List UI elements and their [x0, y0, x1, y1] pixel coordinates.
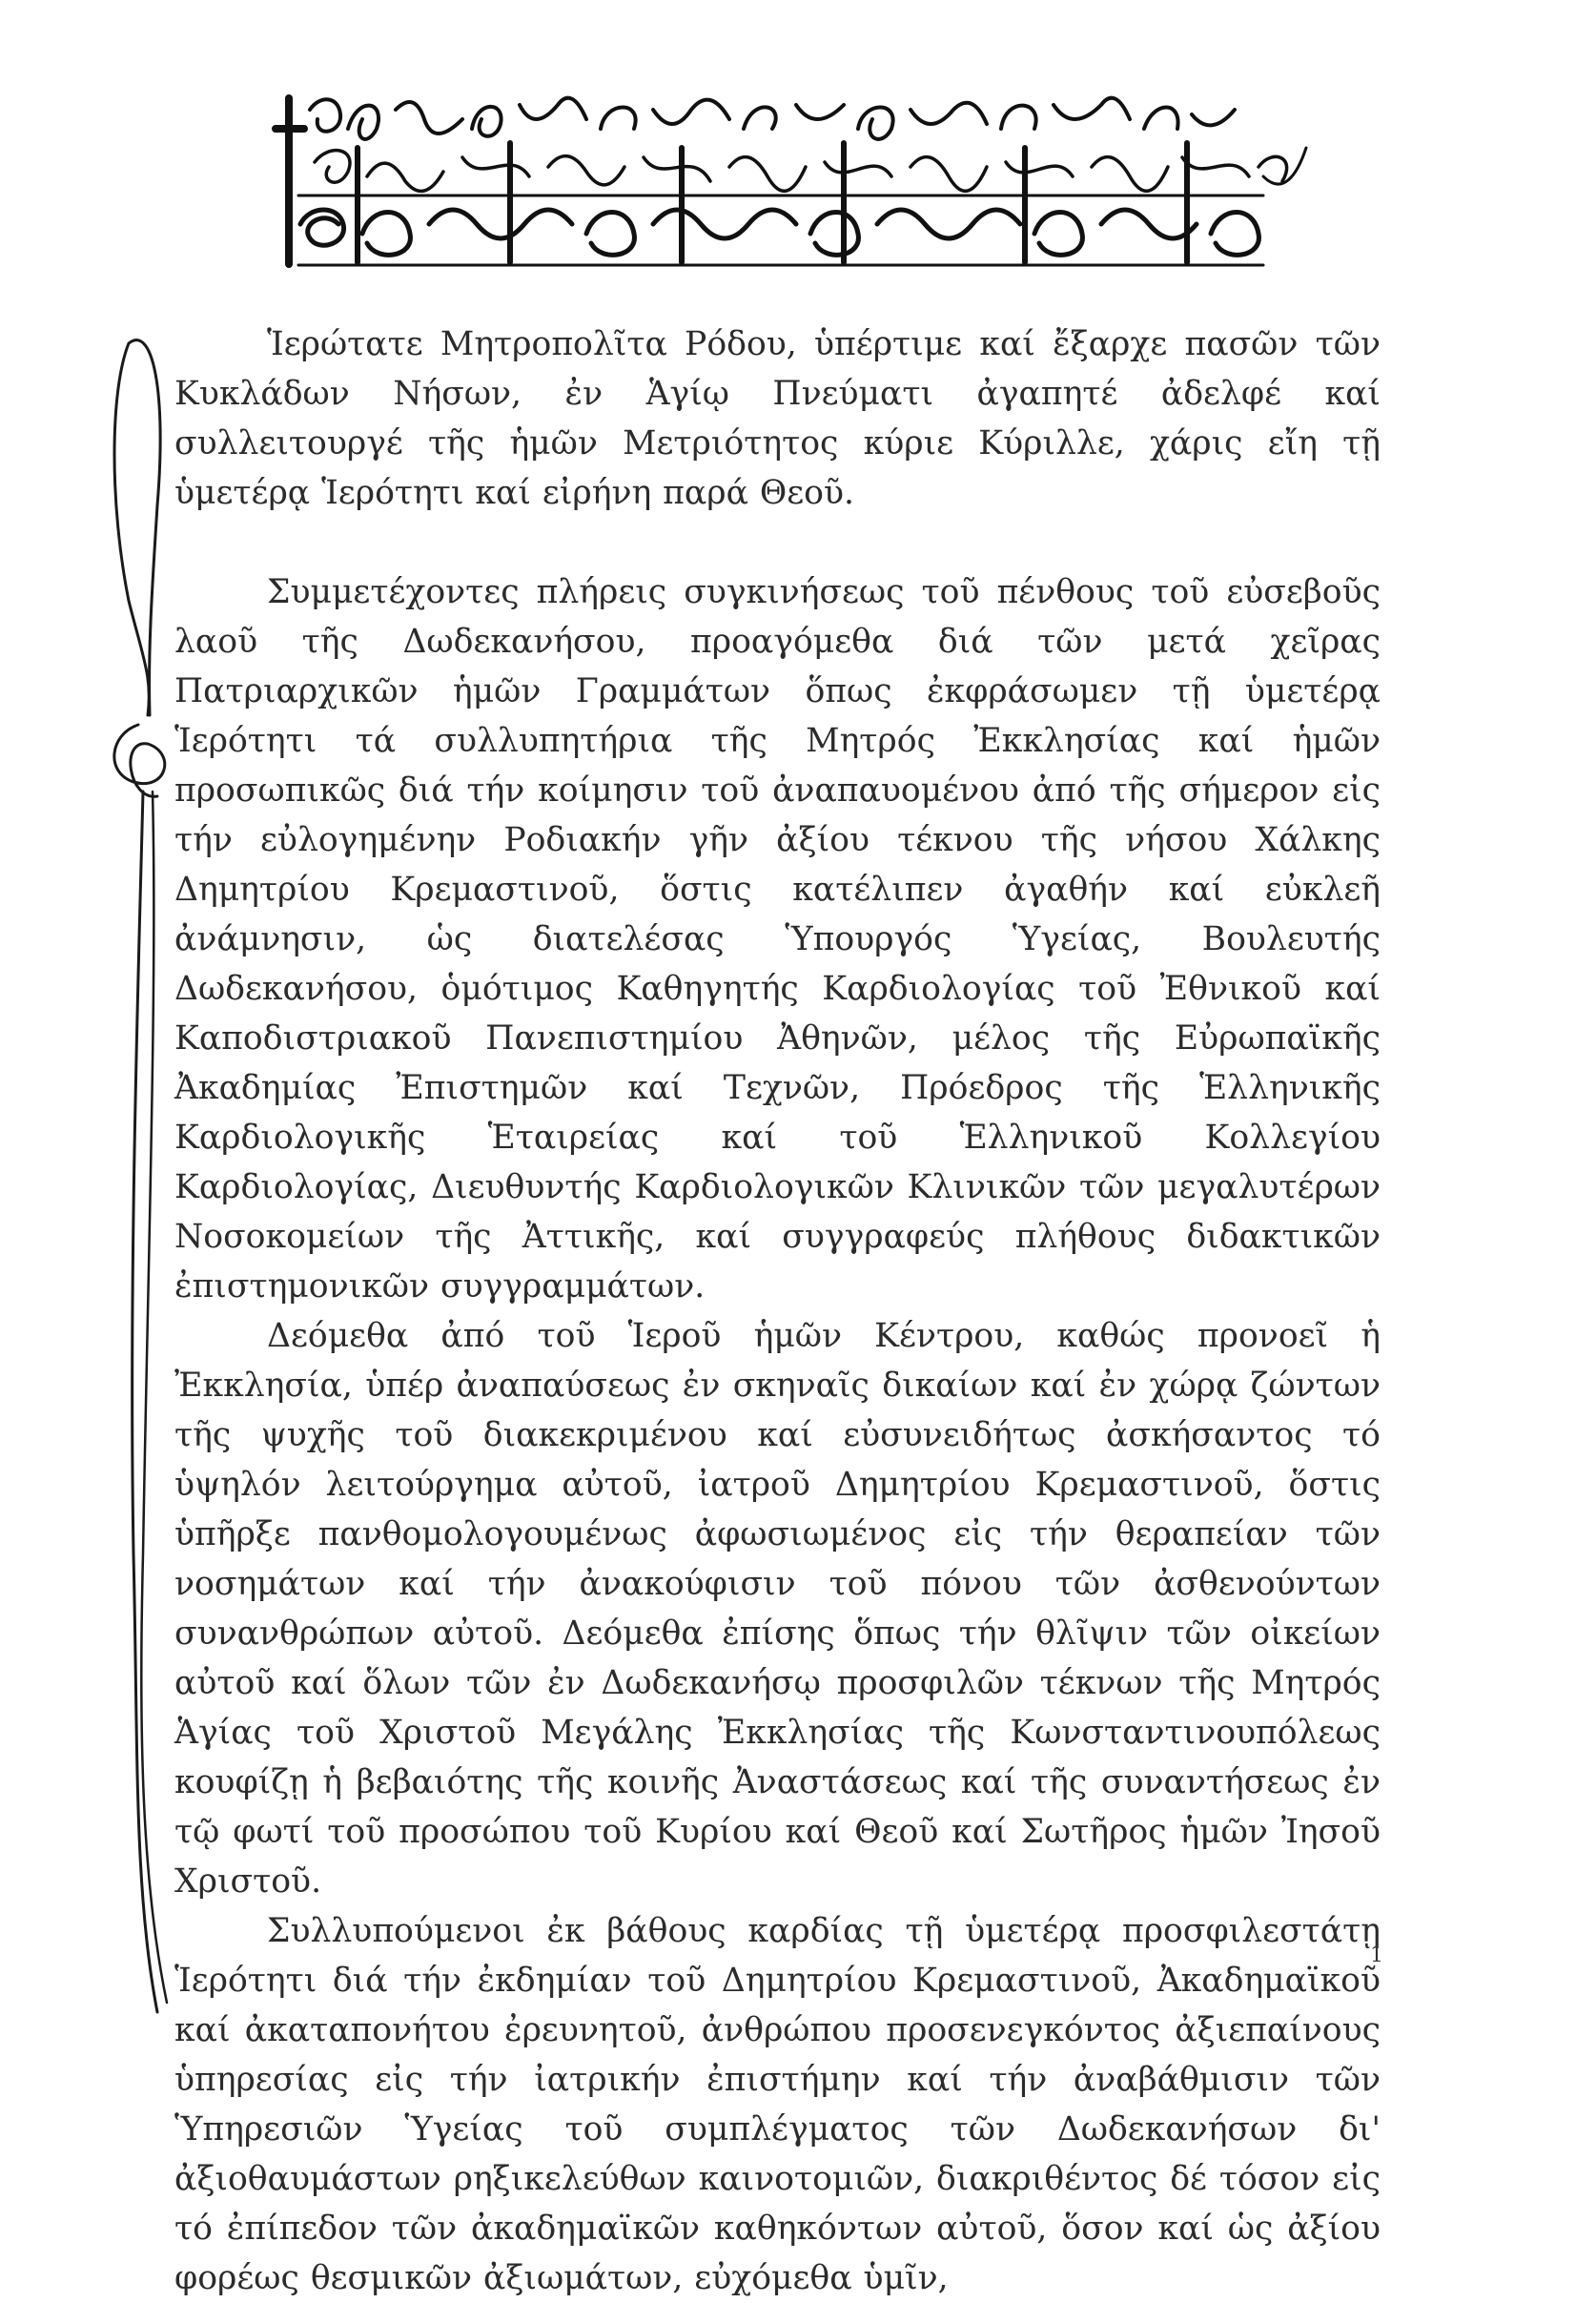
cord-strand-2 — [141, 792, 167, 2003]
patriarchal-monogram-signature — [272, 91, 1311, 272]
cord-knot — [114, 725, 165, 796]
monogram-cross — [276, 98, 304, 264]
monogram-middle-strokes — [315, 151, 1287, 192]
greeting-paragraph: Ἱερώτατε Μητροπολῖτα Ρόδου, ὑπέρτιμε καί ἔξαρχε πασῶν τῶν Κυκλάδων Νήσων, ἐν Ἁγίῳ Πνεύματι ἀγαπητέ ἀδελφέ καί συλλειτουργέ τῆς ἡμῶν Μετριότητος κύριε Κύριλλε, χάρις εἴη τῇ ὑμετέρᾳ Ἱερότητι καί εἰρήνη παρά Θεοῦ. — [174, 325, 1381, 512]
paragraph-sympathy: Συλλυπούμενοι ἐκ βάθους καρδίας τῇ ὑμετέρᾳ προσφιλεστάτῃ Ἱερότητι διά τήν ἐκδημίαν τοῦ Δημητρίου Κρεμαστινοῦ, Ἀκαδημαϊκοῦ καί ἀκαταπονήτου ἐρευνητοῦ, ἀνθρώπου προσενεγκόντος ἀξιεπαίνους ὑπηρεσίας εἰς τήν ἰατρικήν ἐπιστήμην καί τήν ἀναβάθμισιν τῶν Ὑπηρεσιῶν Ὑγείας τοῦ συμπλέγματος τῶν Δωδεκανήσων δι' ἀξιοθαυμάστων ρηξικελεύθων καινοτομιῶν, διακριθέντος δέ τόσον εἰς τό ἐπίπεδον τῶν ἀκαδημαϊκῶν καθηκόντων αὐτοῦ, ὅσον καί ὡς ἀξίου φορέως θεσμικῶν ἀξιωμάτων, εὐχόμεθα ὑμῖν, — [174, 1912, 1381, 2297]
monogram-stems — [358, 143, 1187, 262]
monogram-upper-strokes — [310, 98, 1235, 139]
monogram-frame — [298, 195, 1263, 265]
cord-loop — [114, 340, 160, 715]
paragraph-condolences: Συμμετέχοντες πλήρεις συγκινήσεως τοῦ πένθους τοῦ εὐσεβοῦς λαοῦ τῆς Δωδεκανήσου, προαγόμεθα διά τῶν μετά χεῖρας Πατριαρχικῶν ἡμῶν Γραμμάτων ὅπως ἐκφράσωμεν τῇ ὑμετέρᾳ Ἱερότητι τά συλλυπητήρια τῆς Μητρός Ἐκκλησίας καί ἡμῶν προσωπικῶς διά τήν κοίμησιν τοῦ ἀναπαυομένου ἀπό τῆς σήμερον εἰς τήν εὐλογημένην Ροδιακήν γῆν ἀξίου τέκνου τῆς νήσου Χάλκης Δημητρίου Κρεμαστινοῦ, ὅστις κατέλιπεν ἀγαθήν καί εὐκλεῆ ἀνάμνησιν, ὡς διατελέσας Ὑπουργός Ὑγείας, Βουλευτής Δωδεκανήσου, ὁμότιμος Καθηγητής Καρδιολογίας τοῦ Ἐθνικοῦ καί Καποδιστριακοῦ Πανεπιστημίου Ἀθηνῶν, μέλος τῆς Εὐρωπαϊκῆς Ἀκαδημίας Ἐπιστημῶν καί Τεχνῶν, Πρόεδρος τῆς Ἑλληνικῆς Καρδιολογικῆς Ἑταιρείας καί τοῦ Ἑλληνικοῦ Κολλεγίου Καρδιολογίας, Διευθυντής Καρδιολογικῶν Κλινικῶν τῶν μεγαλυτέρων Νοσοκομείων τῆς Ἀττικῆς, καί συγγραφεύς πλήθους διδακτικῶν ἐπιστημονικῶν συγγραμμάτων. — [174, 573, 1381, 1306]
letter-body — [174, 319, 1381, 2303]
paragraph-prayer: Δεόμεθα ἀπό τοῦ Ἱεροῦ ἡμῶν Κέντρου, καθώς προνοεῖ ἡ Ἐκκλησία, ὑπέρ ἀναπαύσεως ἐν σκηναῖς δικαίων καί ἐν χώρᾳ ζώντων τῆς ψυχῆς τοῦ διακεκριμένου καί εὐσυνειδήτως ἀσκήσαντος τό ὑψηλόν λειτούργημα αὐτοῦ, ἰατροῦ Δημητρίου Κρεμαστινοῦ, ὅστις ὑπῆρξε πανθομολογουμένως ἀφωσιωμένος εἰς τήν θεραπείαν τῶν νοσημάτων καί τήν ἀνακούφισιν τοῦ πόνου τῶν ἀσθενούντων συνανθρώπων αὐτοῦ. Δεόμεθα ἐπίσης ὅπως τήν θλῖψιν τῶν οἰκείων αὐτοῦ καί ὅλων τῶν ἐν Δωδεκανήσῳ προσφιλῶν τέκνων τῆς Μητρός Ἁγίας τοῦ Χριστοῦ Μεγάλης Ἐκκλησίας τῆς Κωνσταντινουπόλεως κουφίζῃ ἡ βεβαιότης τῆς κοινῆς Ἀναστάσεως καί τῆς συναντήσεως ἐν τῷ φωτί τοῦ προσώπου τοῦ Κυρίου καί Θεοῦ καί Σωτῆρος ἡμῶν Ἰησοῦ Χριστοῦ. — [174, 1317, 1381, 1901]
page-number: 1 — [1370, 1943, 1383, 1967]
monogram-knotwork — [300, 210, 1258, 255]
